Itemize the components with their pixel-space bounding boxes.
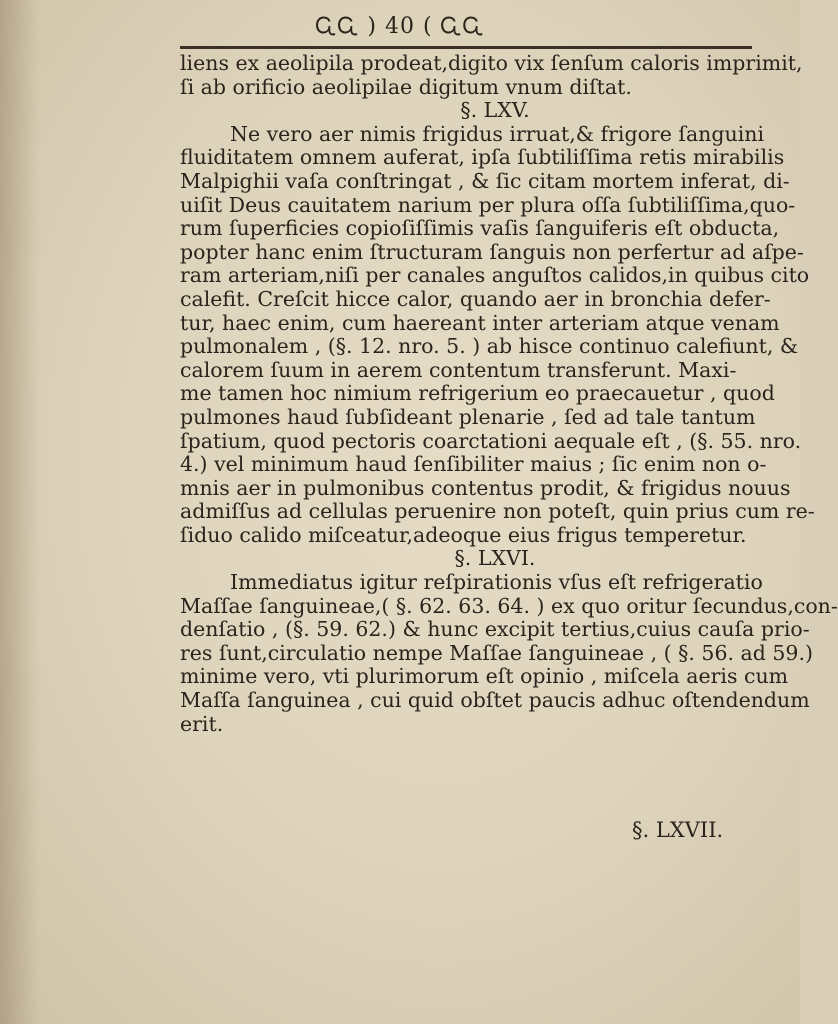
text-line: pulmonalem , (§. 12. nro. 5. ) ab hisce continuo calefiunt, &: [180, 334, 799, 359]
text-line: popter hanc enim ſtructuram ſanguis non perfertur ad aſpe-: [180, 239, 804, 264]
text-line: Maſſa ſanguinea , cui quid obſtet paucis adhuc oſtendendum: [180, 688, 810, 713]
text-line: erit.: [180, 711, 224, 736]
text-line: ſi ab orificio aeolipilae digitum vnum diſtat.: [180, 74, 632, 99]
text-line: ſpatium, quod pectoris coarctationi aequale eſt , (§. 55. nro.: [180, 428, 802, 453]
header-rule: [180, 46, 752, 49]
section-heading: §. LXV.: [460, 98, 530, 123]
text-line: ſiduo calido miſceatur,adeoque eius frigus temperetur.: [180, 522, 747, 547]
text-line: Maſſae ſanguineae,( §. 62. 63. 64. ) ex quo oritur ſecundus,con-: [180, 593, 838, 618]
text-line: rum ſuperficies copioſiſſimis vaſis ſanguiferis eſt obducta,: [180, 216, 780, 241]
text-line: calefit. Creſcit hicce calor, quando aer in bronchia defer-: [180, 286, 771, 311]
text-line: mnis aer in pulmonibus contentus prodit, & frigidus nouus: [180, 475, 791, 500]
text-line: fluiditatem omnem auferat, ipſa ſubtiliſſima retis mirabilis: [180, 145, 785, 170]
page-header: ᏩᏩ ) 40 ( ᏩᏩ: [315, 14, 485, 39]
text-line: liens ex aeolipila prodeat,digito vix ſenſum caloris imprimit,: [180, 51, 803, 75]
body-text: [180, 51, 838, 736]
text-line: pulmones haud ſubſideant plenarie , ſed ad tale tantum: [180, 404, 756, 429]
text-line: res ſunt,circulatio nempe Maſſae ſanguineae , ( §. 56. ad 59.): [180, 640, 813, 665]
text-line: denſatio , (§. 59. 62.) & hunc excipit tertius,cuius cauſa prio-: [180, 617, 810, 642]
text-line: me tamen hoc nimium refrigerium eo praecauetur , quod: [180, 381, 775, 406]
text-line: 4.) vel minimum haud ſenſibiliter maius ; ſic enim non o-: [180, 452, 767, 477]
catchword: §. LXVII.: [632, 818, 724, 842]
text-line: tur, haec enim, cum haereant inter arteriam atque venam: [180, 310, 780, 335]
text-line: calorem ſuum in aerem contentum transferunt. Maxi-: [180, 357, 737, 382]
section-heading: §. LXVI.: [454, 546, 536, 571]
text-line: admiſſus ad cellulas peruenire non poteſt, quin prius cum re-: [180, 499, 815, 524]
text-line: minime vero, vti plurimorum eſt opinio , miſcela aeris cum: [180, 664, 789, 689]
text-line: Ne vero aer nimis frigidus irruat,& frigore ſanguini: [230, 121, 765, 146]
text-line: uiſit Deus cauitatem narium per plura oſſa ſubtiliſſima,quo-: [180, 192, 796, 217]
spine-shadow: [0, 0, 40, 1024]
text-line: Immediatus igitur reſpirationis vſus eſt refrigeratio: [230, 570, 763, 595]
text-line: ram arteriam,niſi per canales anguſtos calidos,in quibus cito: [180, 263, 810, 288]
text-line: Malpighii vaſa conſtringat , & ſic citam mortem inferat, di-: [180, 168, 790, 193]
